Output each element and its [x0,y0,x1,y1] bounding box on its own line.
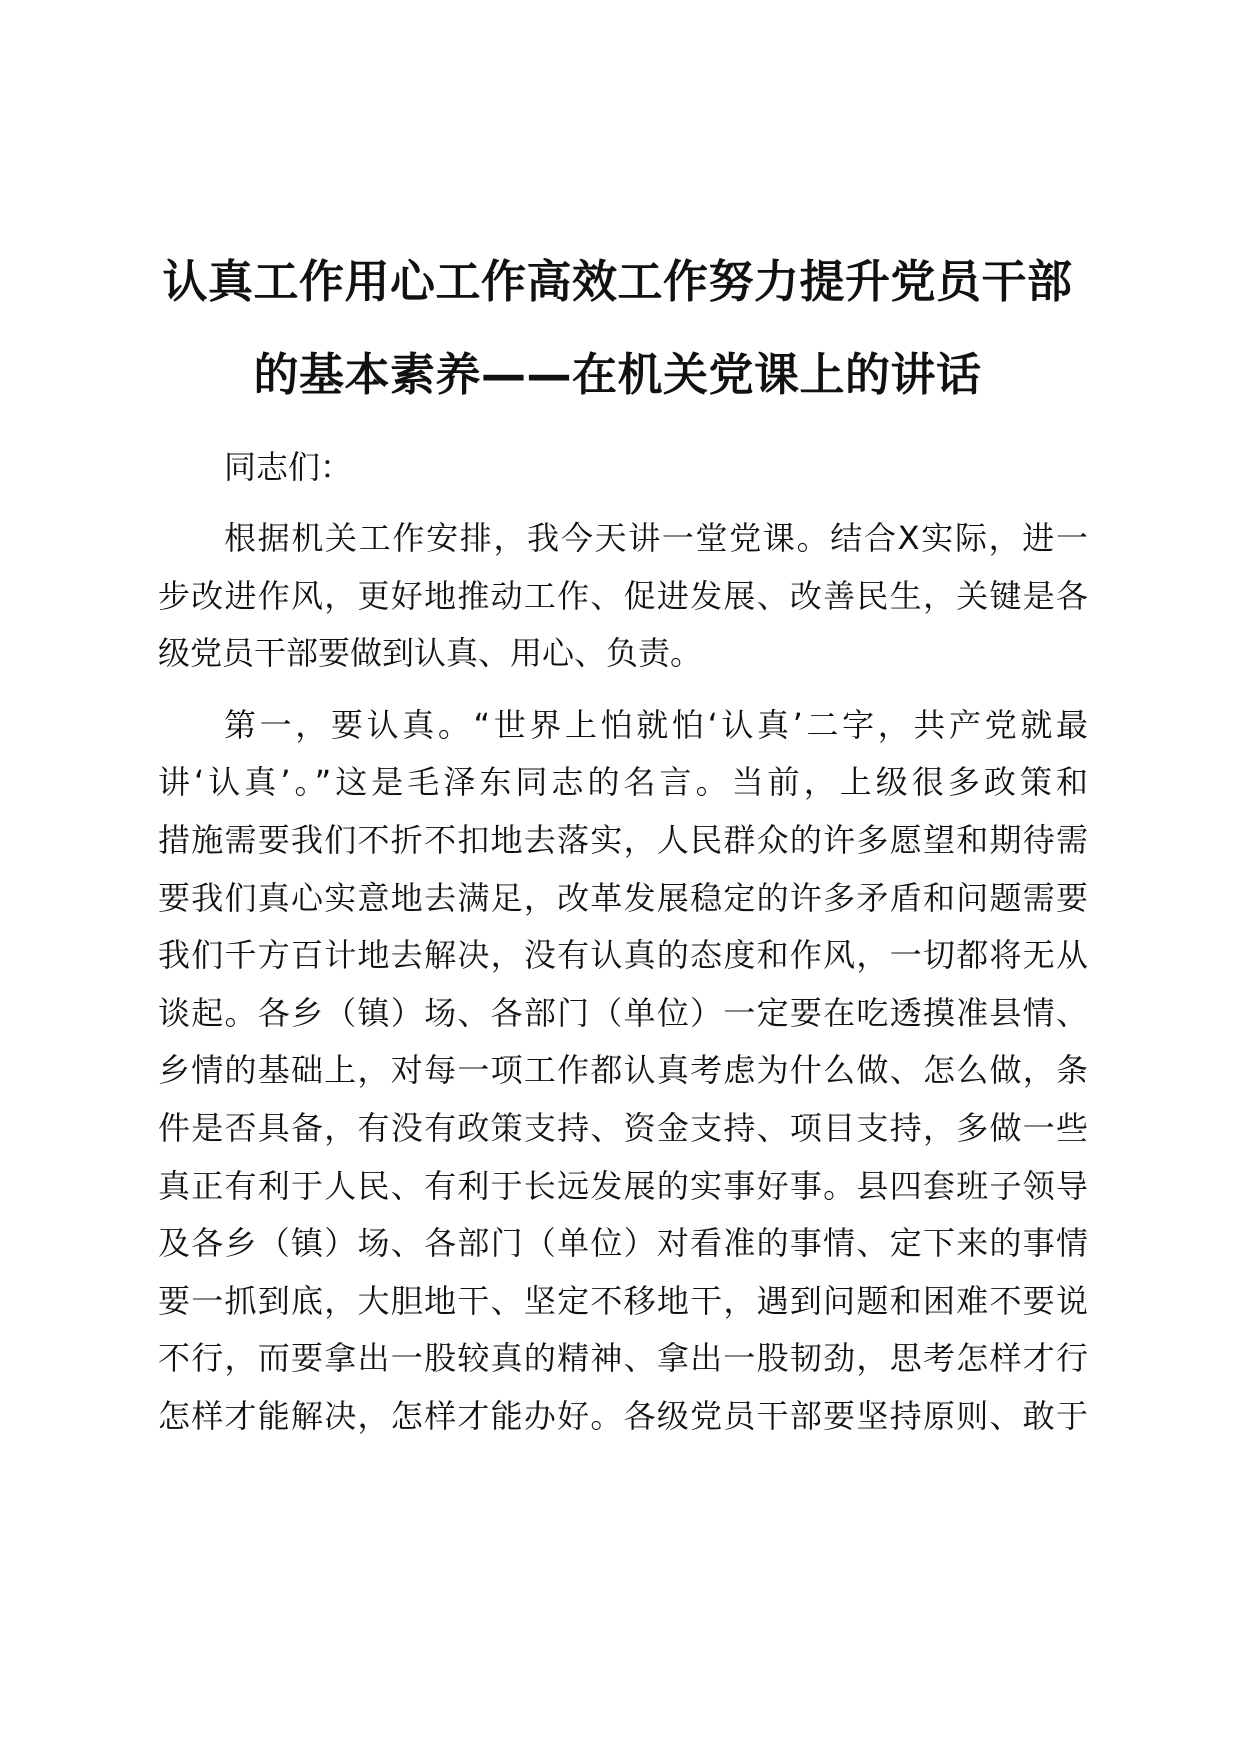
text-line: 根据机关工作安排，我今天讲一堂党课。结合X实际，进一 [224,519,1088,557]
paragraph-intro [158,510,1088,683]
text-line: 措施需要我们不折不扣地去落实，人民群众的许多愿望和期待需 [158,820,1088,859]
text-line: 及各乡（镇）场、各部门（单位）对看准的事情、定下来的事情 [158,1224,1088,1263]
text-line: 步改进作风，更好地推动工作、促进发展、改善民生，关键是各 [158,576,1088,615]
text-line: 第一，要认真。“世界上怕就怕‘认真’二字，共产党就最 [224,705,1088,744]
paragraph-first-point [158,697,1088,1446]
text-line: 真正有利于人民、有利于长远发展的实事好事。县四套班子领导 [158,1166,1088,1205]
text-line: 谈起。各乡（镇）场、各部门（单位）一定要在吃透摸准县情、 [158,993,1088,1032]
text-line: 我们千方百计地去解决，没有认真的态度和作风，一切都将无从 [158,936,1088,975]
text-line: 不行，而要拿出一股较真的精神、拿出一股韧劲，思考怎样才行 [158,1339,1088,1378]
text-line: 件是否具备，有没有政策支持、资金支持、项目支持，多做一些 [158,1108,1088,1147]
text-line: 怎样才能解决，怎样才能办好。各级党员干部要坚持原则、敢于 [158,1396,1088,1435]
document-body [158,438,1088,1446]
text-line: 要一抓到底，大胆地干、坚定不移地干，遇到问题和困难不要说 [158,1281,1088,1320]
text-line: 讲‘认真’。”这是毛泽东同志的名言。当前，上级很多政策和 [158,763,1088,802]
title-line-2: 的基本素养——在机关党课上的讲话 [253,348,982,401]
title-line-1: 认真工作用心工作高效工作努力提升党员干部 [162,255,1073,308]
text-line: 要我们真心实意地去满足，改革发展稳定的许多矛盾和问题需要 [158,878,1088,917]
greeting: 同志们： [224,448,353,486]
text-line: 级党员干部要做到认真、用心、负责。 [158,634,703,673]
document-title [150,235,1085,421]
text-line: 乡情的基础上，对每一项工作都认真考虑为什么做、怎么做，条 [158,1051,1088,1090]
